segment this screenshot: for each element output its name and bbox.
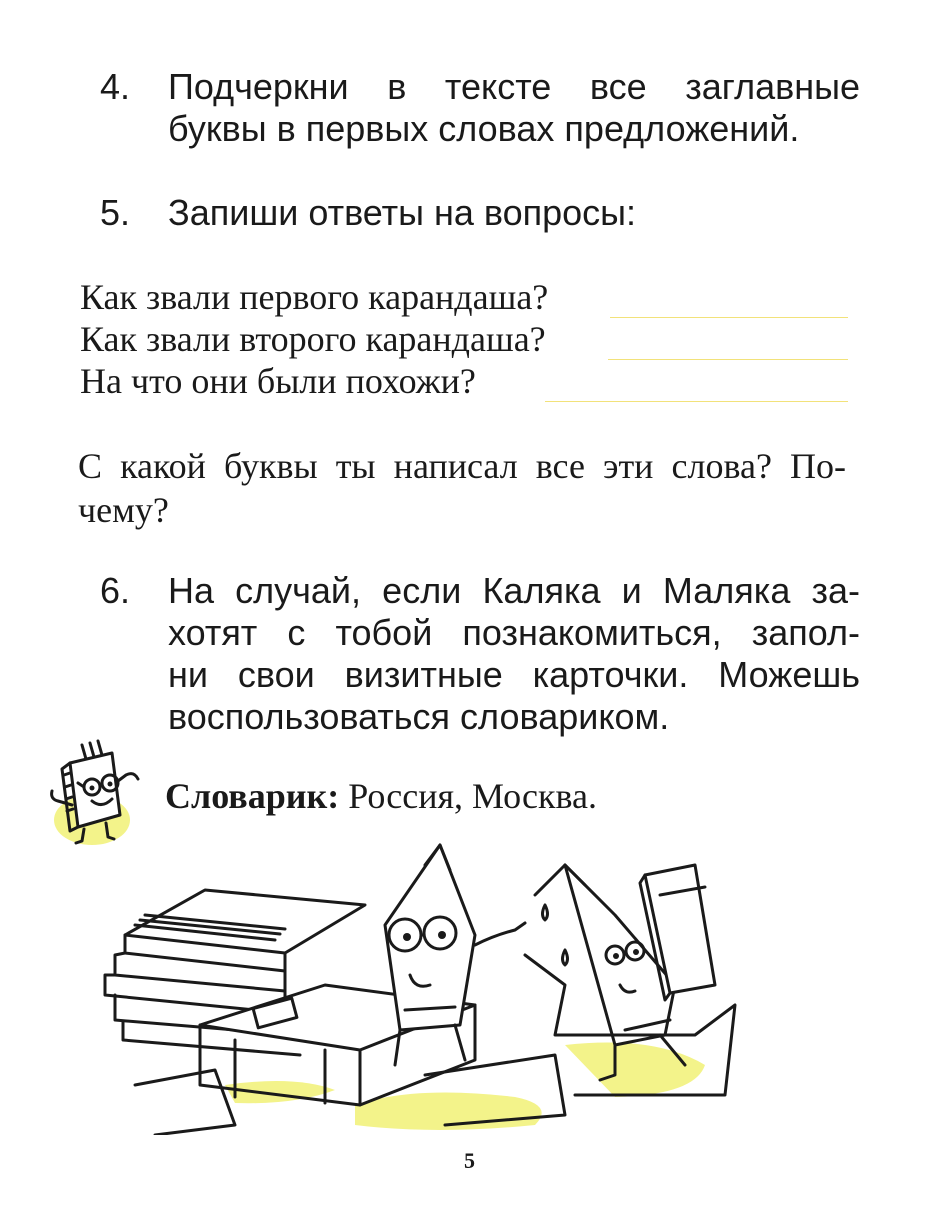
page-number: 5 <box>464 1148 475 1173</box>
dictionary <box>165 774 597 818</box>
followup-line: С какой буквы ты написал все эти слова? По- <box>78 446 846 486</box>
task-text-line: ни свои визитные карточки. Можешь <box>168 654 860 695</box>
question-3: На что они были похожи? <box>80 361 476 401</box>
question-1: Как звали первого карандаша? <box>80 277 549 317</box>
task-number: 5. <box>100 192 131 233</box>
task-text-line: хотят с тобой познакомиться, запол- <box>168 612 860 653</box>
task-text-line: На случай, если Каляка и Маляка за- <box>168 570 860 611</box>
dictionary-words: Россия, Москва. <box>348 776 598 816</box>
task-number: 4. <box>100 66 131 107</box>
task-number: 6. <box>100 570 131 611</box>
task-4 <box>100 66 860 150</box>
answer-line-1[interactable] <box>610 317 848 318</box>
answer-line-3[interactable] <box>545 401 848 402</box>
task-text-line: буквы в первых словах предложений. <box>168 108 800 149</box>
task-text-line: Запиши ответы на вопросы: <box>168 192 637 233</box>
dictionary-label: Словарик: <box>165 776 340 816</box>
followup-line: чему? <box>78 490 169 530</box>
question-2: Как звали второго карандаша? <box>80 319 546 359</box>
task-6 <box>100 570 860 738</box>
task-text-line: воспользоваться словариком. <box>168 696 670 737</box>
followup-question <box>78 444 846 532</box>
pencils-with-books-illustration <box>95 835 795 1135</box>
task-text-line: Подчеркни в тексте все заглавные <box>168 66 860 107</box>
task-5 <box>100 192 860 234</box>
answer-line-2[interactable] <box>608 359 848 360</box>
